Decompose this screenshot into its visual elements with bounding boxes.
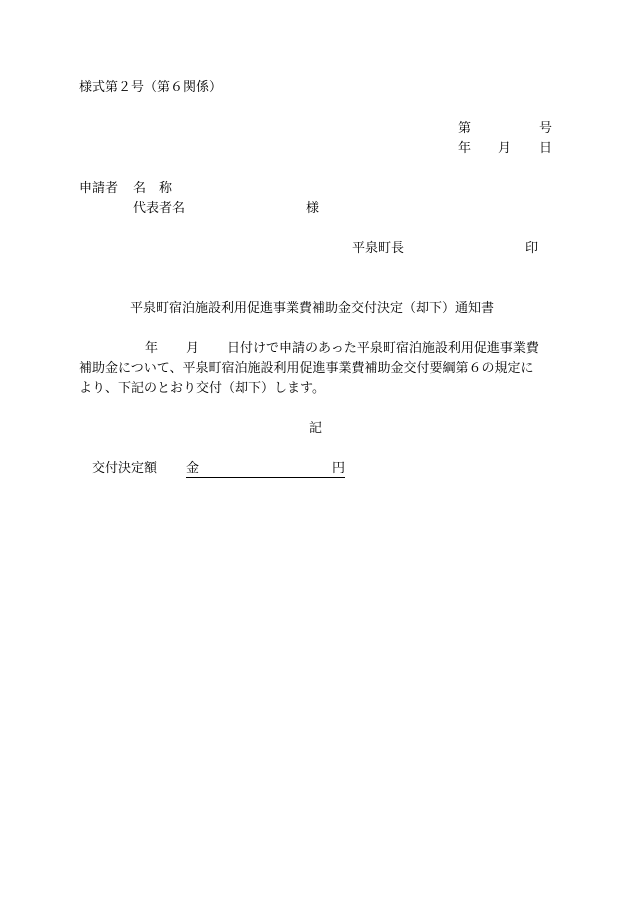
body-line3: より、下記のとおり交付（却下）します。 bbox=[79, 381, 325, 396]
amount-yen: 円 bbox=[332, 461, 346, 476]
body-line1-rest: 日付けで申請のあった平泉町宿泊施設利用促進事業費 bbox=[227, 341, 539, 356]
body-year: 年 bbox=[145, 341, 159, 356]
form-number: 様式第２号（第６関係） bbox=[79, 80, 223, 95]
amount-underline bbox=[186, 460, 345, 478]
date-month: 月 bbox=[498, 141, 512, 156]
doc-number-gou: 号 bbox=[539, 121, 553, 136]
body-line2: 補助金について、平泉町宿泊施設利用促進事業費補助金交付要綱第６の規定に bbox=[79, 361, 534, 376]
doc-number-dai: 第 bbox=[458, 121, 472, 136]
ki-marker: 記 bbox=[309, 421, 323, 436]
seal-mark: 印 bbox=[525, 241, 539, 256]
body-month: 月 bbox=[186, 341, 200, 356]
document-title: 平泉町宿泊施設利用促進事業費補助金交付決定（却下）通知書 bbox=[130, 301, 495, 316]
issuer-title: 平泉町長 bbox=[352, 241, 405, 256]
representative-label: 代表者名 bbox=[133, 201, 186, 216]
honorific: 様 bbox=[306, 201, 320, 216]
date-day: 日 bbox=[539, 141, 553, 156]
amount-kin: 金 bbox=[186, 461, 200, 476]
date-year: 年 bbox=[458, 141, 472, 156]
amount-label: 交付決定額 bbox=[92, 461, 158, 476]
applicant-label: 申請者 bbox=[79, 181, 119, 196]
applicant-name-label: 名 称 bbox=[133, 181, 173, 196]
